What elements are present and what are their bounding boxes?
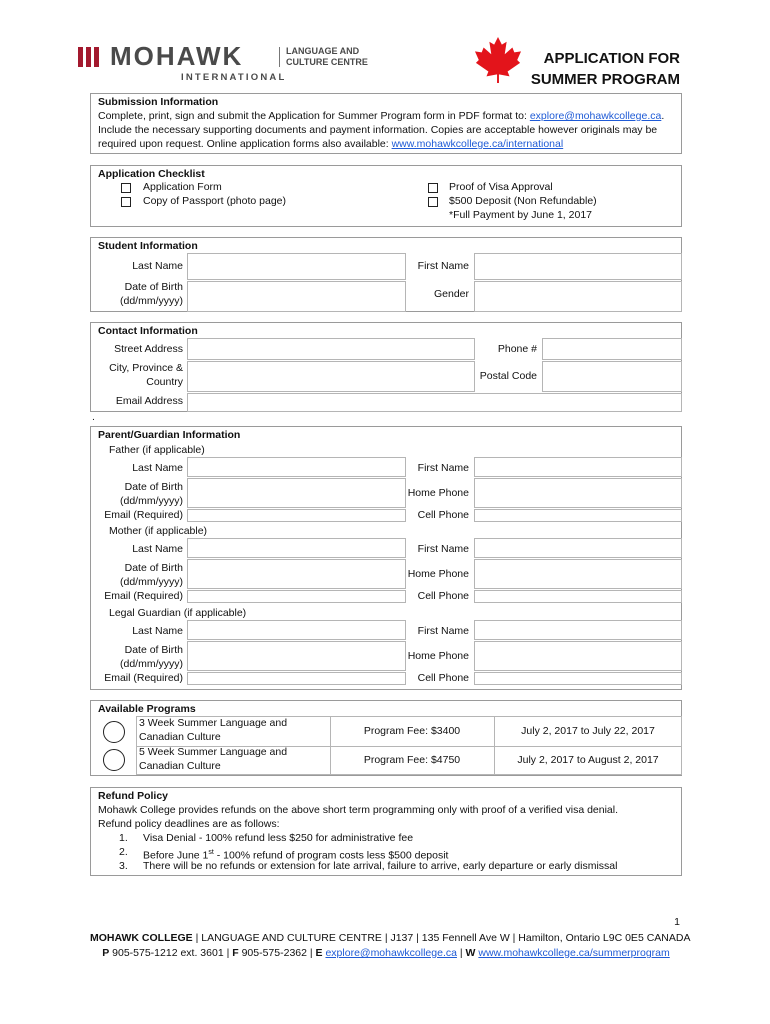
submission-line-1-end: .	[661, 110, 665, 122]
program-5-week-dates: July 2, 2017 to August 2, 2017	[517, 754, 659, 766]
mother-last-name-field[interactable]	[187, 538, 406, 558]
program-5-week-fee: Program Fee: $4750	[363, 754, 461, 766]
father-email-label: Email (Required)	[104, 509, 183, 521]
student-gender-field[interactable]	[474, 281, 682, 312]
mother-cell-phone-label: Cell Phone	[417, 590, 469, 602]
guardian-first-name-label: First Name	[417, 625, 469, 637]
checklist-item-passport-copy: Copy of Passport (photo page)	[143, 195, 287, 207]
guardian-cell-phone-field[interactable]	[474, 672, 682, 685]
guardian-email-field[interactable]	[187, 672, 406, 685]
mother-home-phone-field[interactable]	[474, 559, 682, 589]
refund-item-3-text: There will be no refunds or extension for late arrival, failure to arrive, early departure or early dismissal	[143, 860, 618, 872]
footer-web-label: W	[465, 947, 476, 959]
program-3-week-name-1: 3 Week Summer Language and	[139, 717, 288, 729]
student-section	[90, 237, 682, 312]
refund-item-2-post: - 100% refund of program costs less $500 deposit	[213, 849, 449, 862]
checklist-item-visa-approval: Proof of Visa Approval	[449, 181, 553, 193]
mother-last-name-label: Last Name	[132, 543, 183, 555]
checklist-note: *Full Payment by June 1, 2017	[449, 209, 593, 221]
postal-code-field[interactable]	[542, 361, 682, 392]
guardian-home-phone-label: Home Phone	[407, 650, 469, 662]
father-dob-label-1: Date of Birth	[124, 481, 183, 493]
parent-group-heading-mother: Mother (if applicable)	[109, 525, 208, 537]
footer-college-name: MOHAWK COLLEGE	[90, 932, 193, 944]
footer-email-label: E	[315, 947, 323, 959]
submission-section	[90, 93, 682, 154]
student-dob-label-2: (dd/mm/yyyy)	[120, 295, 183, 307]
refund-item-2-pre: Before June 1	[143, 849, 209, 862]
footer-address: | LANGUAGE AND CULTURE CENTRE | J137 | 135 Fennell Ave W | Hamilton, Ontario L9C 0E5 CANADA	[192, 932, 691, 944]
phone-field[interactable]	[542, 338, 682, 360]
father-first-name-label: First Name	[417, 462, 469, 474]
father-cell-phone-field[interactable]	[474, 509, 682, 522]
guardian-dob-label-1: Date of Birth	[124, 644, 183, 656]
checkbox-deposit[interactable]	[428, 197, 438, 207]
guardian-cell-phone-label: Cell Phone	[417, 672, 469, 684]
brand-tag-1: LANGUAGE AND	[286, 46, 360, 56]
mother-cell-phone-field[interactable]	[474, 590, 682, 603]
page-number: 1	[674, 916, 680, 928]
guardian-dob-field[interactable]	[187, 641, 406, 671]
street-address-field[interactable]	[187, 338, 475, 360]
student-last-name-field[interactable]	[187, 253, 406, 280]
refund-item-2-sup: st	[208, 849, 214, 856]
phone-label: Phone #	[497, 343, 537, 355]
parent-section	[90, 426, 682, 690]
footer-line-2	[90, 947, 682, 960]
page-title-line-1: APPLICATION FOR	[543, 50, 680, 67]
submission-line-1-text: Complete, print, sign and submit the Application for Summer Program form in PDF format to:	[98, 110, 530, 122]
mohawk-logo	[78, 41, 368, 84]
page-title-line-2: SUMMER PROGRAM	[530, 71, 680, 88]
international-link[interactable]: www.mohawkcollege.ca/international	[391, 138, 564, 150]
father-cell-phone-label: Cell Phone	[417, 509, 469, 521]
checklist-item-deposit: $500 Deposit (Non Refundable)	[449, 195, 597, 207]
program-5-week-name-2: Canadian Culture	[139, 760, 221, 772]
refund-line-1: Mohawk College provides refunds on the above short term programming only with proof of a verified visa denial.	[98, 804, 619, 816]
footer-line-1	[90, 932, 691, 945]
mother-dob-label-2: (dd/mm/yyyy)	[120, 576, 183, 588]
refund-item-1-number: 1.	[119, 832, 128, 844]
footer-separator: |	[456, 947, 466, 959]
footer-phone-label: P	[102, 947, 110, 959]
program-3-week-radio[interactable]	[103, 721, 125, 743]
parent-title: Parent/Guardian Information	[98, 429, 241, 441]
brand-tag-2: CULTURE CENTRE	[286, 57, 368, 67]
contact-section	[90, 322, 682, 412]
city-province-label-1: City, Province &	[109, 362, 183, 374]
program-5-week-radio[interactable]	[103, 749, 125, 771]
mother-home-phone-label: Home Phone	[407, 568, 469, 580]
student-last-name-label: Last Name	[132, 260, 183, 272]
street-address-label: Street Address	[114, 343, 183, 355]
refund-title: Refund Policy	[98, 790, 169, 802]
checklist-title: Application Checklist	[98, 168, 205, 180]
checklist-item-application-form: Application Form	[143, 181, 222, 193]
parent-group-heading-father: Father (if applicable)	[109, 444, 205, 456]
student-gender-label: Gender	[433, 288, 469, 300]
email-address-label: Email Address	[115, 395, 183, 407]
submission-line-2: Include the necessary supporting documents and payment information. Copies are acceptable however originals may be	[98, 124, 658, 136]
student-title: Student Information	[98, 240, 198, 252]
guardian-last-name-field[interactable]	[187, 620, 406, 640]
father-last-name-label: Last Name	[132, 462, 183, 474]
submission-line-3-text: required upon request. Online application forms also available:	[98, 138, 392, 150]
student-dob-field[interactable]	[187, 281, 406, 312]
footer-web-link[interactable]: www.mohawkcollege.ca/summerprogram	[478, 947, 670, 959]
footer-fax: 905-575-2362 |	[238, 947, 316, 959]
father-first-name-field[interactable]	[474, 457, 682, 477]
city-province-label-2: Country	[146, 376, 183, 388]
student-dob-label-1: Date of Birth	[124, 281, 183, 293]
submission-email-link[interactable]: explore@mohawkcollege.ca	[529, 110, 662, 122]
father-dob-field[interactable]	[187, 478, 406, 508]
program-5-week-name-1: 5 Week Summer Language and	[139, 746, 288, 758]
contact-title: Contact Information	[98, 325, 198, 337]
guardian-dob-label-2: (dd/mm/yyyy)	[120, 658, 183, 670]
mother-email-label: Email (Required)	[104, 590, 183, 602]
student-first-name-field[interactable]	[474, 253, 682, 280]
city-province-field[interactable]	[187, 361, 475, 392]
father-last-name-field[interactable]	[187, 457, 406, 477]
refund-item-1-text: Visa Denial - 100% refund less $250 for administrative fee	[143, 832, 414, 844]
brand-divider	[279, 47, 280, 67]
guardian-email-label: Email (Required)	[104, 672, 183, 684]
footer-email-link[interactable]: explore@mohawkcollege.ca	[325, 947, 457, 959]
mohawk-logo-mark-icon	[78, 47, 105, 67]
submission-line-3	[98, 138, 563, 151]
parent-group-heading-guardian: Legal Guardian (if applicable)	[109, 607, 247, 619]
father-home-phone-field[interactable]	[474, 478, 682, 508]
stray-dot: .	[92, 411, 95, 423]
father-home-phone-label: Home Phone	[407, 487, 469, 499]
mother-first-name-label: First Name	[417, 543, 469, 555]
guardian-home-phone-field[interactable]	[474, 641, 682, 671]
guardian-first-name-field[interactable]	[474, 620, 682, 640]
footer-fax-label: F	[232, 947, 239, 959]
submission-line-1	[98, 110, 664, 123]
refund-line-2: Refund policy deadlines are as follows:	[98, 818, 280, 830]
checkbox-passport-copy[interactable]	[121, 197, 131, 207]
mother-first-name-field[interactable]	[474, 538, 682, 558]
submission-title: Submission Information	[98, 96, 219, 108]
postal-code-label: Postal Code	[479, 370, 537, 382]
checkbox-application-form[interactable]	[121, 183, 131, 193]
guardian-last-name-label: Last Name	[132, 625, 183, 637]
father-dob-label-2: (dd/mm/yyyy)	[120, 495, 183, 507]
mother-dob-field[interactable]	[187, 559, 406, 589]
mother-email-field[interactable]	[187, 590, 406, 603]
refund-item-2-number: 2.	[119, 846, 128, 858]
checkbox-visa-approval[interactable]	[428, 183, 438, 193]
programs-section	[90, 700, 682, 776]
program-3-week-name-2: Canadian Culture	[139, 731, 221, 743]
programs-title: Available Programs	[98, 703, 196, 715]
brand-sub: INTERNATIONAL	[181, 72, 287, 83]
mother-dob-label-1: Date of Birth	[124, 562, 183, 574]
checklist-section	[90, 165, 682, 227]
email-address-field[interactable]	[187, 393, 682, 412]
footer-phone: 905-575-1212 ext. 3601 |	[109, 947, 233, 959]
refund-section	[90, 787, 682, 876]
brand-name: MOHAWK	[110, 41, 244, 71]
program-3-week-dates: July 2, 2017 to July 22, 2017	[521, 725, 655, 737]
father-email-field[interactable]	[187, 509, 406, 522]
refund-item-3-number: 3.	[119, 860, 128, 872]
student-first-name-label: First Name	[417, 260, 469, 272]
program-3-week-fee: Program Fee: $3400	[363, 725, 461, 737]
